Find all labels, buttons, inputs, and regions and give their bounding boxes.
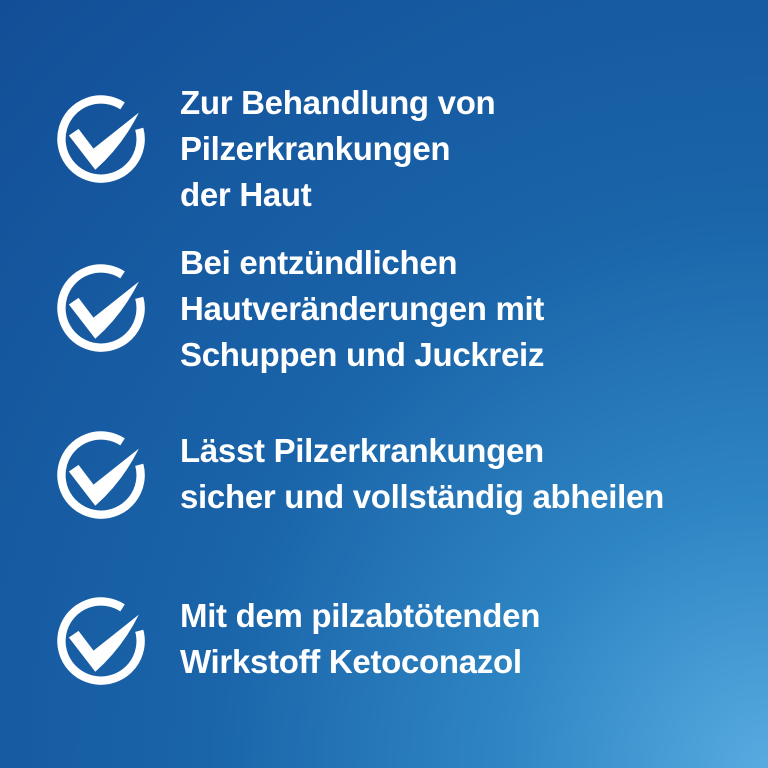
- benefit-item-2: [180, 240, 544, 378]
- benefit-item-3: [180, 428, 664, 520]
- benefit-line: Lässt Pilzerkrankungen: [180, 432, 544, 469]
- check-circle-icon: [57, 95, 145, 183]
- benefit-line: Zur Behandlung von: [180, 84, 496, 121]
- benefit-line: sicher und vollständig abheilen: [180, 478, 664, 515]
- benefit-line: Bei entzündlichen: [180, 244, 458, 281]
- check-circle-icon: [57, 264, 145, 352]
- benefit-line: Hautveränderungen mit: [180, 290, 545, 327]
- benefit-line: Schuppen und Juckreiz: [180, 336, 545, 373]
- benefit-item-4: [180, 593, 540, 685]
- benefit-line: der Haut: [180, 176, 312, 213]
- benefit-item-1: [180, 80, 495, 218]
- benefit-line: Mit dem pilzabtötenden: [180, 597, 541, 634]
- check-circle-icon: [57, 431, 145, 519]
- benefit-line: Wirkstoff Ketoconazol: [180, 643, 522, 680]
- benefit-line: Pilzerkrankungen: [180, 130, 451, 167]
- check-circle-icon: [57, 597, 145, 685]
